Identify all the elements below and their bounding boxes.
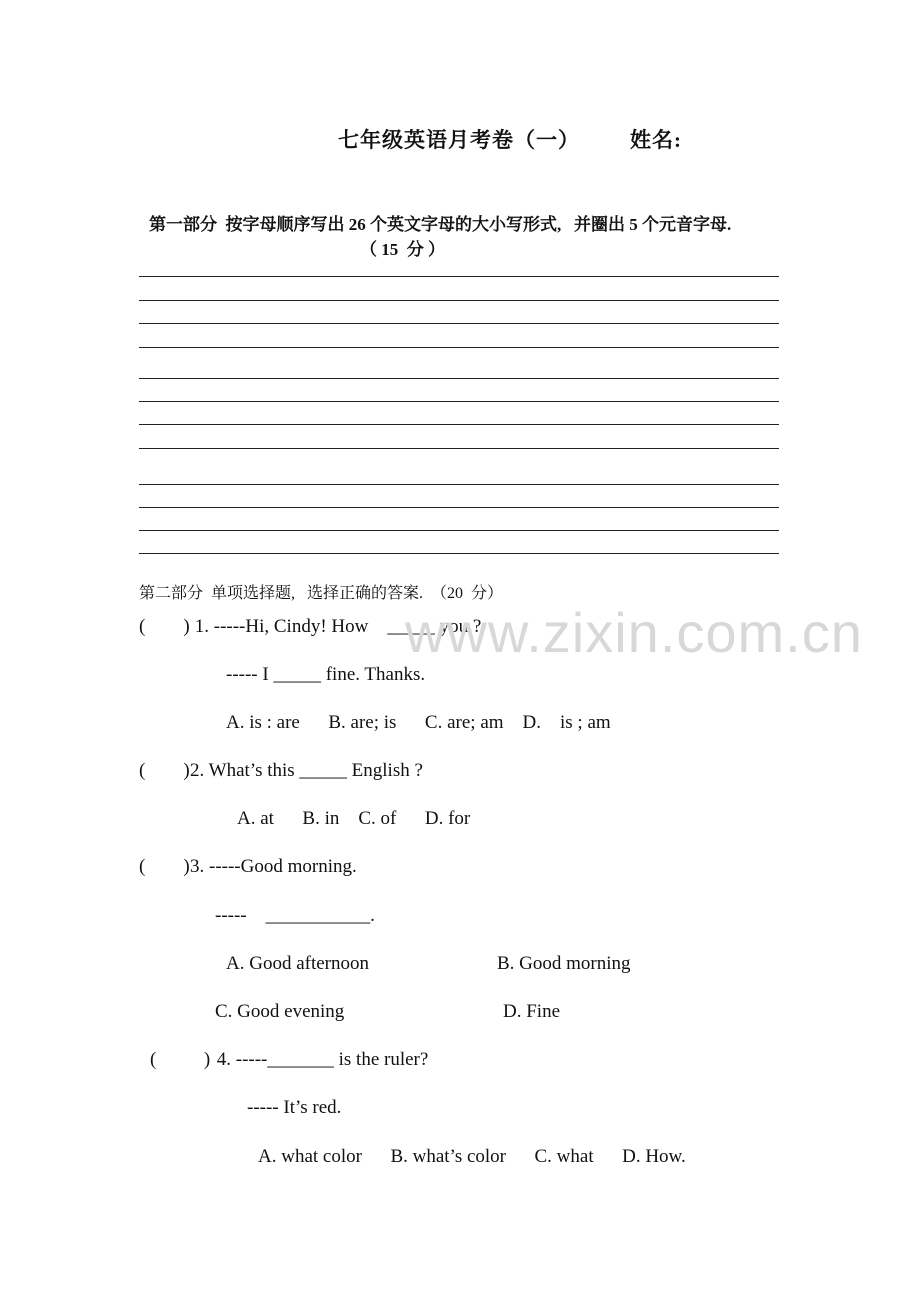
q3-answer-bracket[interactable]: ( ) [139, 856, 190, 877]
part1-instruction: 第一部分 按字母顺序写出 26 个英文字母的大小写形式, 并圈出 5 个元音字母. [149, 215, 732, 234]
q1-answer-bracket[interactable]: ( ) [139, 616, 190, 637]
q1-options: A. is : are B. are; is C. are; am D. is ; am [226, 712, 611, 733]
writing-line[interactable] [139, 424, 779, 425]
q3-reply: ----- ___________. [215, 905, 375, 926]
writing-line[interactable] [139, 378, 779, 379]
q4-reply: ----- It’s red. [247, 1097, 342, 1118]
q3-option-d: D. Fine [503, 1001, 560, 1022]
name-label: 姓名: [630, 128, 682, 152]
writing-line[interactable] [139, 448, 779, 449]
writing-line[interactable] [139, 530, 779, 531]
writing-line[interactable] [139, 323, 779, 324]
writing-line[interactable] [139, 300, 779, 301]
watermark: www.zixin.com.cn [405, 601, 863, 664]
q1-stem: 1. -----Hi, Cindy! How _____ you ? [190, 616, 482, 637]
q1-reply: ----- I _____ fine. Thanks. [226, 664, 426, 685]
q2-options: A. at B. in C. of D. for [237, 808, 471, 829]
q3-option-c: C. Good evening [215, 1001, 345, 1022]
part1-score: （ 15 分 ） [360, 240, 445, 259]
q3-option-a: A. Good afternoon [226, 953, 369, 974]
writing-line[interactable] [139, 553, 779, 554]
q2-answer-bracket[interactable]: ( ) [139, 760, 190, 781]
writing-line[interactable] [139, 401, 779, 402]
writing-line[interactable] [139, 507, 779, 508]
writing-line[interactable] [139, 276, 779, 277]
q4-answer-bracket[interactable]: ( ) [150, 1049, 211, 1070]
writing-line[interactable] [139, 484, 779, 485]
q3-stem: 3. -----Good morning. [190, 856, 357, 877]
exam-title: 七年级英语月考卷（一） [338, 128, 580, 152]
q2-stem: 2. What’s this _____ English ? [190, 760, 423, 781]
q4-options: A. what color B. what’s color C. what D. How. [258, 1146, 686, 1167]
q3-option-b: B. Good morning [497, 953, 631, 974]
part2-instruction: 第二部分 单项选择题, 选择正确的答案. （20 分） [139, 585, 504, 602]
q4-stem: 4. -----_______ is the ruler? [212, 1049, 429, 1070]
writing-line[interactable] [139, 347, 779, 348]
